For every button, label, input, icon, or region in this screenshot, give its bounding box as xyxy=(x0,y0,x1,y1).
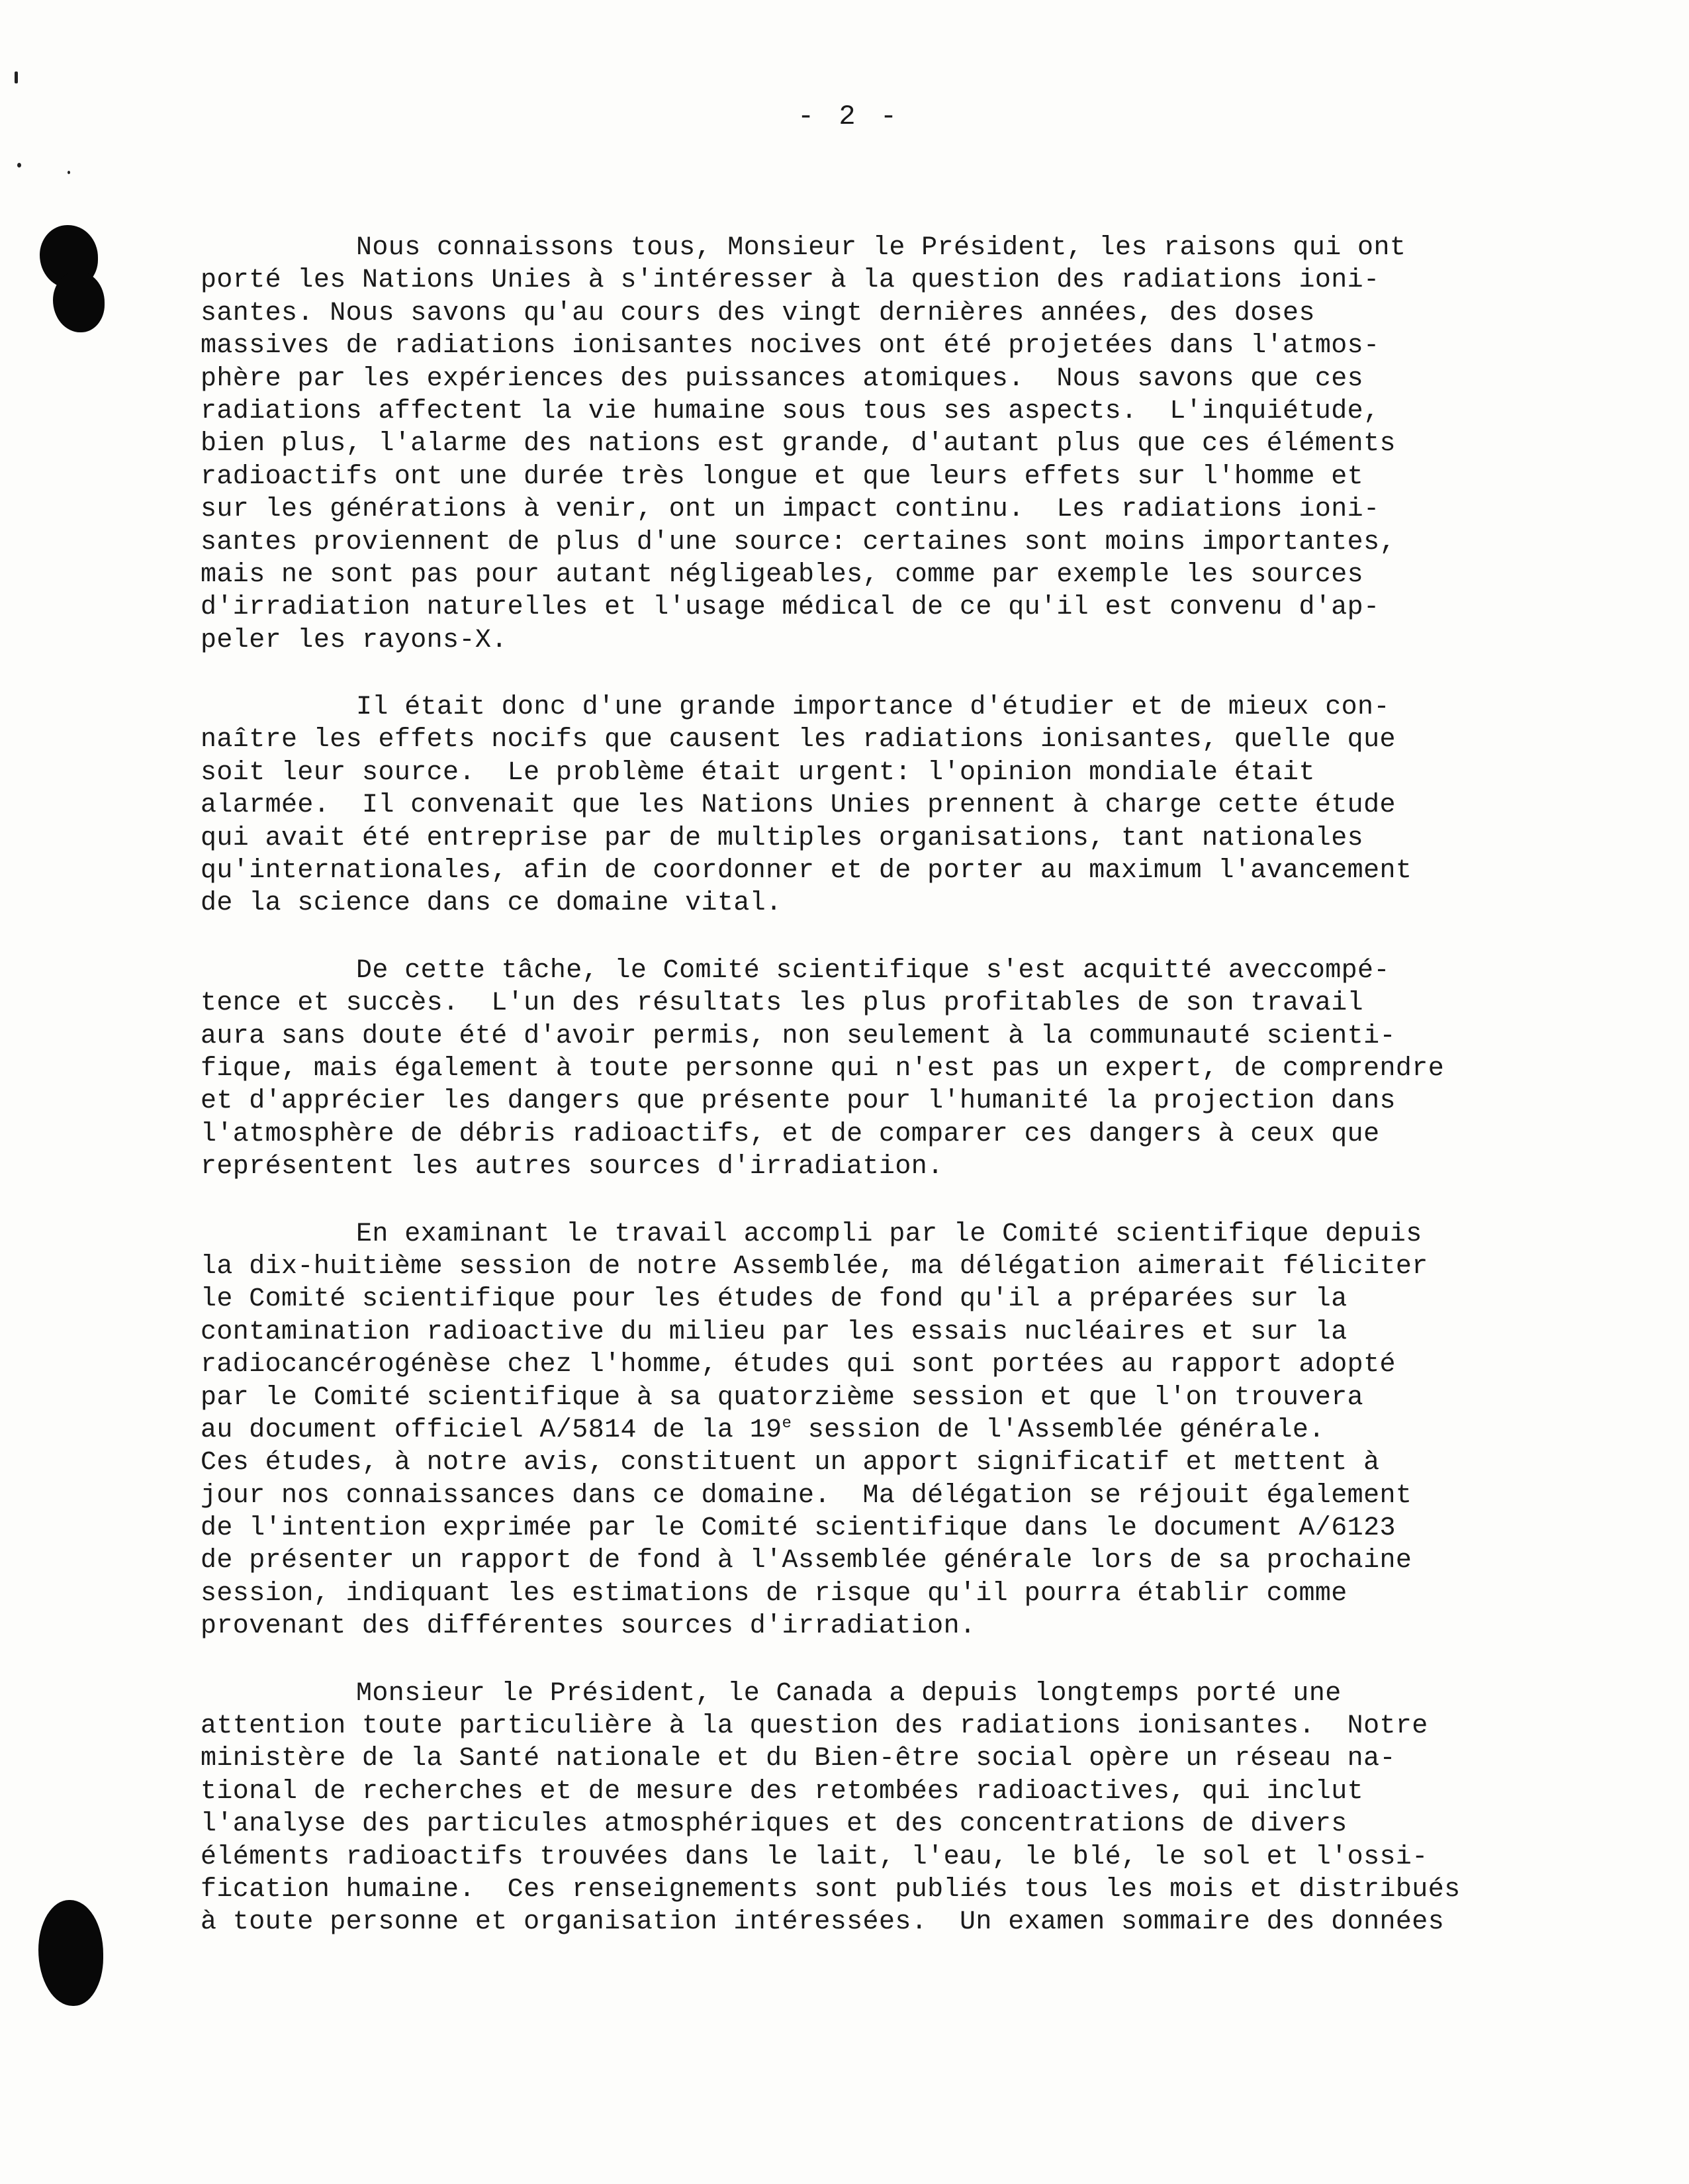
text-line: session, indiquant les estimations de risque qu'il pourra établir comme xyxy=(201,1578,1347,1609)
speck-mark xyxy=(15,71,18,83)
text-line: porté les Nations Unies à s'intéresser à la question des radiations ioni- xyxy=(201,265,1380,296)
text-line: mais ne sont pas pour autant négligeables, comme par exemple les sources xyxy=(201,559,1364,590)
text-line: par le Comité scientifique à sa quatorzième session et que l'on trouvera xyxy=(201,1382,1364,1413)
text-line: alarmée. Il convenait que les Nations Unies prennent à charge cette étude xyxy=(201,790,1396,821)
text-line: qu'internationales, afin de coordonner et de porter au maximum l'avancement xyxy=(201,856,1412,886)
text-line: radiocancérogénèse chez l'homme, études qui sont portées au rapport adopté xyxy=(201,1350,1396,1380)
text-line: fication humaine. Ces renseignements sont publiés tous les mois et distribués xyxy=(201,1874,1461,1905)
body-text xyxy=(201,232,1498,1973)
paragraph-5 xyxy=(201,1678,1498,1939)
text-line: radiations affectent la vie humaine sous tous ses aspects. L'inquiétude, xyxy=(201,396,1380,426)
text-line: tence et succès. L'un des résultats les plus profitables de son travail xyxy=(201,988,1364,1019)
text-line: jour nos connaissances dans ce domaine. Ma délégation se réjouit également xyxy=(201,1480,1412,1511)
text-line: de la science dans ce domaine vital. xyxy=(201,888,782,919)
text-line: En examinant le travail accompli par le Comité scientifique depuis xyxy=(356,1219,1422,1249)
text-line: bien plus, l'alarme des nations est grande, d'autant plus que ces éléments xyxy=(201,429,1396,459)
text-line: tional de recherches et de mesure des retombées radioactives, qui inclut xyxy=(201,1776,1364,1807)
speck-mark xyxy=(17,163,21,167)
paragraph-2 xyxy=(201,691,1498,920)
text-line: ministère de la Santé nationale et du Bien-être social opère un réseau na- xyxy=(201,1744,1396,1774)
text-line: de l'intention exprimée par le Comité scientifique dans le document A/6123 xyxy=(201,1513,1396,1544)
text-line: Il était donc d'une grande importance d'étudier et de mieux con- xyxy=(356,692,1390,723)
text-segment: session de l'Assemblée générale. xyxy=(792,1415,1325,1445)
paragraph-4 xyxy=(201,1218,1498,1643)
binder-hole-top-lower xyxy=(53,271,105,332)
text-line: naître les effets nocifs que causent les radiations ionisantes, quelle que xyxy=(201,725,1396,755)
text-segment: au document officiel A/5814 de la 19 xyxy=(201,1415,782,1445)
binder-hole-bottom xyxy=(38,1900,103,2006)
text-line: éléments radioactifs trouvées dans le lait, l'eau, le blé, le sol et l'ossi- xyxy=(201,1842,1428,1872)
text-line: provenant des différentes sources d'irradiation. xyxy=(201,1611,976,1642)
text-line: et d'apprécier les dangers que présente pour l'humanité la projection dans xyxy=(201,1086,1396,1117)
text-line: phère par les expériences des puissances atomiques. Nous savons que ces xyxy=(201,363,1364,394)
text-line: aura sans doute été d'avoir permis, non seulement à la communauté scienti- xyxy=(201,1021,1396,1051)
text-line: peler les rayons-X. xyxy=(201,625,508,655)
text-line: représentent les autres sources d'irradiation. xyxy=(201,1152,944,1182)
speck-mark xyxy=(68,171,70,174)
text-line: radioactifs ont une durée très longue et que leurs effets sur l'homme et xyxy=(201,461,1364,492)
text-line: le Comité scientifique pour les études de fond qu'il a préparées sur la xyxy=(201,1284,1347,1315)
text-line: sur les générations à venir, ont un impact continu. Les radiations ioni- xyxy=(201,495,1380,525)
text-line: à toute personne et organisation intéressées. Un examen sommaire des données xyxy=(201,1907,1445,1938)
text-line: Nous connaissons tous, Monsieur le Président, les raisons qui ont xyxy=(356,233,1406,263)
text-line: Monsieur le Président, le Canada a depuis longtemps porté une xyxy=(356,1678,1342,1709)
text-line: la dix-huitième session de notre Assemblée, ma délégation aimerait féliciter xyxy=(201,1251,1428,1282)
text-line: contamination radioactive du milieu par les essais nucléaires et sur la xyxy=(201,1317,1347,1347)
text-line: De cette tâche, le Comité scientifique s'est acquitté aveccompé- xyxy=(356,955,1390,986)
text-line: massives de radiations ionisantes nocives ont été projetées dans l'atmos- xyxy=(201,331,1380,361)
superscript: e xyxy=(782,1414,792,1433)
paragraph-1 xyxy=(201,232,1498,657)
text-line: soit leur source. Le problème était urgent: l'opinion mondiale était xyxy=(201,757,1315,788)
text-line: santes. Nous savons qu'au cours des vingt dernières années, des doses xyxy=(201,298,1315,328)
text-line: d'irradiation naturelles et l'usage médical de ce qu'il est convenu d'ap- xyxy=(201,593,1380,623)
text-line: attention toute particulière à la question des radiations ionisantes. Notre xyxy=(201,1711,1428,1742)
text-line: santes proviennent de plus d'une source: certaines sont moins importantes, xyxy=(201,527,1396,557)
text-line: fique, mais également à toute personne qui n'est pas un expert, de comprendre xyxy=(201,1053,1445,1084)
text-line: l'analyse des particules atmosphériques et des concentrations de divers xyxy=(201,1809,1347,1840)
text-line: Ces études, à notre avis, constituent un apport significatif et mettent à xyxy=(201,1448,1380,1478)
text-line: qui avait été entreprise par de multiples organisations, tant nationales xyxy=(201,823,1364,853)
paragraph-3 xyxy=(201,955,1498,1184)
page-number: - 2 - xyxy=(798,101,901,132)
text-line xyxy=(201,1414,1498,1447)
text-line: de présenter un rapport de fond à l'Assemblée générale lors de sa prochaine xyxy=(201,1546,1412,1576)
text-line: l'atmosphère de débris radioactifs, et de comparer ces dangers à ceux que xyxy=(201,1119,1380,1149)
